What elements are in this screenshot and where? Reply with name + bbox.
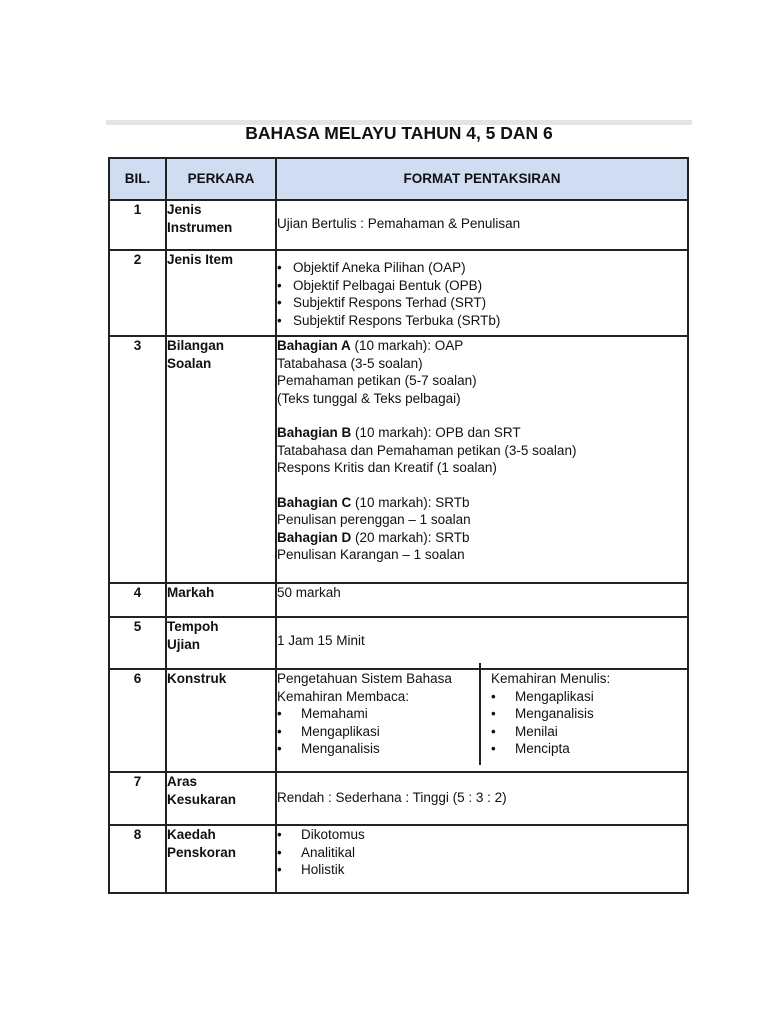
- table-row: [109, 669, 688, 772]
- table-row: [109, 772, 688, 825]
- bullet-icon: •: [491, 688, 496, 704]
- row-item: [166, 200, 276, 250]
- list-item: • Objektif Pelbagai Bentuk (OPB): [277, 277, 483, 293]
- construct-line: Pengetahuan Sistem Bahasa: [277, 671, 452, 686]
- list-item: • Dikotomus: [277, 827, 365, 842]
- list-item: • Menilai: [491, 723, 558, 739]
- item-line: Aras: [167, 774, 198, 789]
- section-line: Tatabahasa dan Pemahaman petikan (3-5 soalan): [277, 442, 577, 458]
- item-line: Kesukaran: [167, 791, 237, 807]
- row-format: [276, 669, 688, 772]
- row-item: [166, 250, 276, 336]
- header-row: [109, 158, 688, 200]
- table-row: [109, 617, 688, 669]
- row-item: [166, 669, 276, 772]
- table-row: [109, 825, 688, 893]
- row-number: 6: [109, 669, 166, 772]
- table-row: [109, 250, 688, 336]
- list-item: • Subjektif Respons Terhad (SRT): [277, 295, 487, 310]
- item-line: Jenis: [167, 202, 202, 217]
- section-line: (Teks tunggal & Teks pelbagai): [277, 390, 461, 406]
- bullet-icon: •: [277, 295, 282, 310]
- bullet-icon: •: [277, 844, 282, 860]
- bullet-icon: •: [277, 723, 282, 739]
- format-text: 50 markah: [277, 585, 341, 600]
- section-line: Tatabahasa (3-5 soalan): [277, 355, 423, 371]
- bullet-icon: •: [277, 312, 282, 328]
- list-item: • Objektif Aneka Pilihan (OAP): [277, 260, 466, 275]
- header-perkara: PERKARA: [166, 158, 276, 200]
- bullet-icon: •: [491, 741, 496, 756]
- item-line: Bilangan: [167, 338, 225, 353]
- bullet-icon: •: [277, 706, 282, 721]
- format-text: 1 Jam 15 Minit: [277, 633, 365, 649]
- section-heading: Bahagian B (10 markah): OPB dan SRT: [277, 425, 521, 440]
- item-line: Ujian: [167, 636, 201, 652]
- list-item: • Analitikal: [277, 844, 356, 860]
- row-format: [276, 250, 688, 336]
- item-line: Jenis Item: [167, 252, 234, 267]
- construct-split: [265, 663, 693, 765]
- header-bil: BIL.: [109, 158, 166, 200]
- bullet-icon: •: [491, 723, 496, 739]
- section-line: Penulisan Karangan – 1 soalan: [277, 547, 465, 562]
- row-format: [276, 772, 688, 825]
- row-item: [166, 825, 276, 893]
- format-text: Rendah : Sederhana : Tinggi (5 : 3 : 2): [277, 789, 507, 805]
- document-title: BAHASA MELAYU TAHUN 4, 5 DAN 6: [245, 123, 553, 143]
- table-row: [109, 583, 688, 617]
- bullet-icon: •: [491, 706, 496, 721]
- section-heading: Bahagian A (10 markah): OAP: [277, 338, 464, 353]
- row-format: [276, 617, 688, 669]
- list-item: • Mengaplikasi: [491, 688, 594, 704]
- section-line: Respons Kritis dan Kreatif (1 soalan): [277, 460, 497, 475]
- item-line: Kaedah: [167, 827, 216, 842]
- assessment-table: [108, 157, 689, 894]
- bullet-icon: •: [277, 260, 282, 275]
- list-item: • Holistik: [277, 862, 345, 877]
- row-item: [166, 772, 276, 825]
- row-format: [276, 583, 688, 617]
- list-item: • Menganalisis: [277, 741, 380, 756]
- row-number: 2: [109, 250, 166, 336]
- bullet-icon: •: [277, 862, 282, 877]
- bullet-icon: •: [277, 827, 282, 842]
- format-text: Ujian Bertulis : Pemahaman & Penulisan: [277, 216, 521, 232]
- section-line: Penulisan perenggan – 1 soalan: [277, 512, 471, 527]
- row-item: [166, 336, 276, 583]
- row-number: 1: [109, 200, 166, 250]
- row-item: [166, 583, 276, 617]
- list-item: • Mengaplikasi: [277, 723, 380, 739]
- item-line: Penskoran: [167, 844, 237, 860]
- row-number: 4: [109, 583, 166, 617]
- bullet-icon: •: [277, 277, 282, 293]
- row-number: 5: [109, 617, 166, 669]
- item-line: Tempoh: [167, 619, 219, 634]
- bullet-icon: •: [277, 741, 282, 756]
- row-format: [276, 200, 688, 250]
- table-row: [109, 336, 688, 583]
- list-item: • Mencipta: [491, 741, 570, 756]
- section-heading: Bahagian D (20 markah): SRTb: [277, 529, 470, 545]
- row-format: [276, 336, 688, 583]
- item-line: Soalan: [167, 355, 212, 371]
- section-line: Pemahaman petikan (5-7 soalan): [277, 373, 477, 388]
- row-format: [276, 825, 688, 893]
- row-number: 3: [109, 336, 166, 583]
- item-line: Konstruk: [167, 671, 227, 686]
- row-number: 7: [109, 772, 166, 825]
- list-item: • Memahami: [277, 706, 368, 721]
- item-line: Instrumen: [167, 219, 233, 235]
- item-line: Markah: [167, 585, 215, 600]
- list-item: • Subjektif Respons Terbuka (SRTb): [277, 312, 501, 328]
- table-row: [109, 200, 688, 250]
- header-format: FORMAT PENTAKSIRAN: [276, 158, 688, 200]
- list-item: • Menganalisis: [491, 706, 594, 721]
- construct-line: Kemahiran Membaca:: [277, 688, 410, 704]
- construct-line: Kemahiran Menulis:: [491, 671, 611, 686]
- construct-right: [481, 663, 693, 765]
- section-heading: Bahagian C (10 markah): SRTb: [277, 494, 470, 510]
- row-number: 8: [109, 825, 166, 893]
- row-item: [166, 617, 276, 669]
- construct-left: [265, 663, 481, 765]
